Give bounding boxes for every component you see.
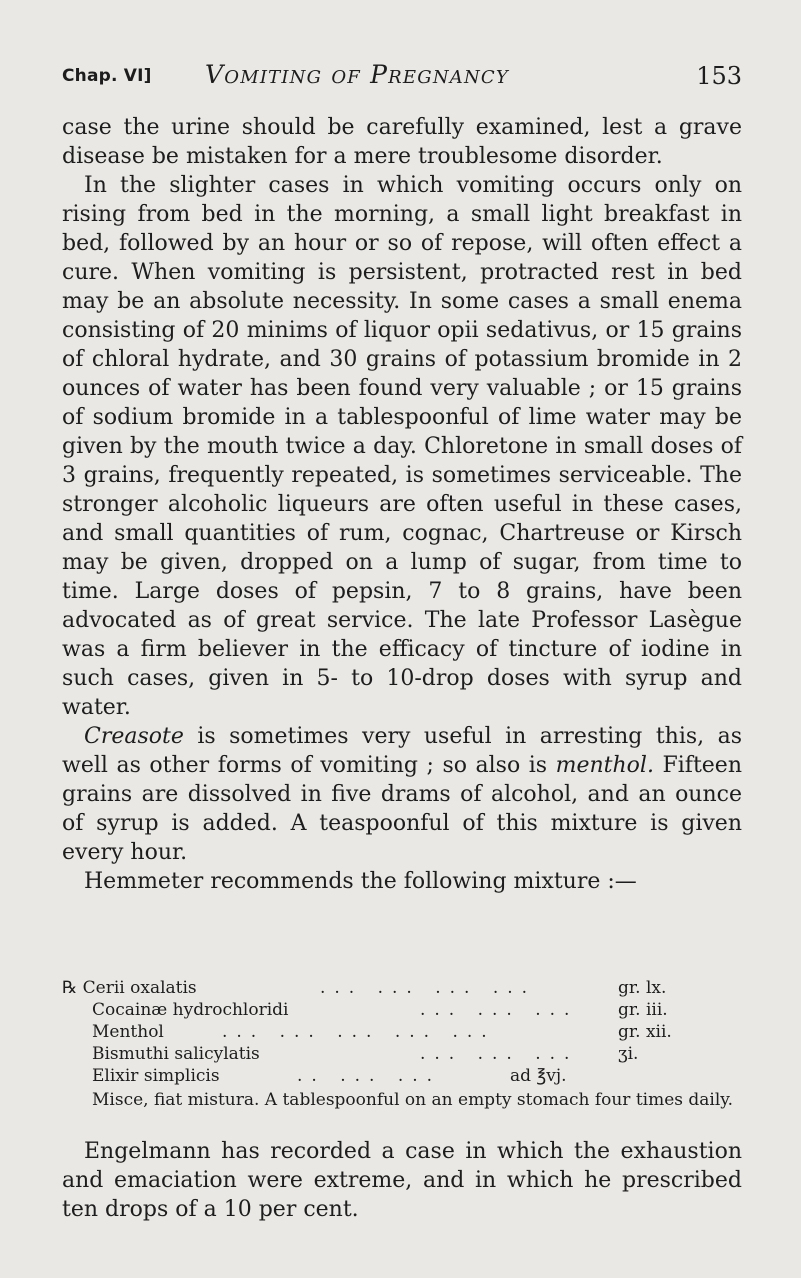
leader-dots: ... ... ... ... — [320, 978, 537, 998]
running-title: Vomiting of Pregnancy — [205, 60, 509, 89]
paragraph: In the slighter cases in which vomiting occurs only on rising from bed in the morning, a small light breakfast in bed, followed by an hour or so of repose, will often effect a cure. When vomiting is persistent, protracted rest in bed may be an absolute necessity. In some cases a small enema consisting of 20 minims of liquor opii sedativus, or 15 grains of chloral hydrate, and 30 grains of potassium bromide in 2 ounces of water has been found very valuable ; or 15 grains of sodium bromide in a tablespoonful of lime water may be given by the mouth twice a day. Chloretone in small doses of 3 grains, frequently repeated, is sometimes serviceable. The stronger alcoholic liqueurs are often useful in these cases, and small quantities of rum, cognac, Chartreuse or Kirsch may be given, dropped on a lump of sugar, from time to time. Large doses of pepsin, 7 to 8 grains, have been advocated as of great service. The late Professor Lasègue was a firm believer in the efficacy of tincture of iodine in such cases, given in 5- to 10-drop doses with syrup and water. — [62, 173, 742, 720]
ingredient: Bismuthi salicylatis — [92, 1044, 260, 1064]
prescription-row — [62, 1021, 742, 1043]
ingredient: ℞ Cerii oxalatis — [62, 978, 197, 998]
prescription-directions: Misce, fiat mistura. A tablespoonful on an empty stomach four times daily. — [92, 1090, 734, 1110]
ingredient: Elixir simplicis — [92, 1066, 220, 1086]
prescription-row — [62, 1043, 742, 1065]
paragraph: case the urine should be carefully examined, lest a grave disease be mistaken for a mere troublesome disorder. — [62, 115, 742, 169]
paragraph-text: is sometimes very useful in arresting this, as well as other forms of vomiting ; so also is — [62, 724, 742, 778]
chapter-label: Chap. VI] — [62, 66, 152, 86]
leader-dots: ... ... ... ... ... — [222, 1022, 496, 1042]
ingredient: Menthol — [92, 1022, 164, 1042]
main-text — [62, 113, 742, 896]
italic-term: Creasote — [84, 724, 184, 749]
prescription-row — [62, 999, 742, 1021]
page-number: 153 — [696, 62, 742, 90]
running-header — [62, 60, 742, 94]
leader-dots: ... ... ... — [420, 1044, 579, 1064]
ingredient: Cocainæ hydrochloridi — [92, 1000, 289, 1020]
dose: ad ℥vj. — [510, 1066, 567, 1086]
leader-dots: ... ... ... — [420, 1000, 579, 1020]
paragraph-creasote — [62, 722, 742, 867]
dose: gr. iii. — [618, 1000, 668, 1020]
dose: ʒi. — [618, 1044, 639, 1064]
closing-text — [62, 1137, 742, 1224]
paragraph: Engelmann has recorded a case in which the exhaustion and emaciation were extreme, and in which he prescribed ten drops of a 10 per cent. — [62, 1139, 742, 1222]
paragraph-text: Fifteen grains are dissolved in five drams of alcohol, and an ounce of syrup is added. A teaspoonful of this mixture is given every hour. — [62, 753, 742, 865]
prescription-row — [62, 977, 742, 999]
dose: gr. xii. — [618, 1022, 672, 1042]
italic-term: menthol. — [555, 753, 654, 778]
paragraph: Hemmeter recommends the following mixture :— — [84, 869, 637, 894]
prescription-block — [62, 977, 742, 1111]
prescription-row — [62, 1065, 742, 1087]
leader-dots: .. ... ... — [297, 1066, 442, 1086]
dose: gr. lx. — [618, 978, 667, 998]
